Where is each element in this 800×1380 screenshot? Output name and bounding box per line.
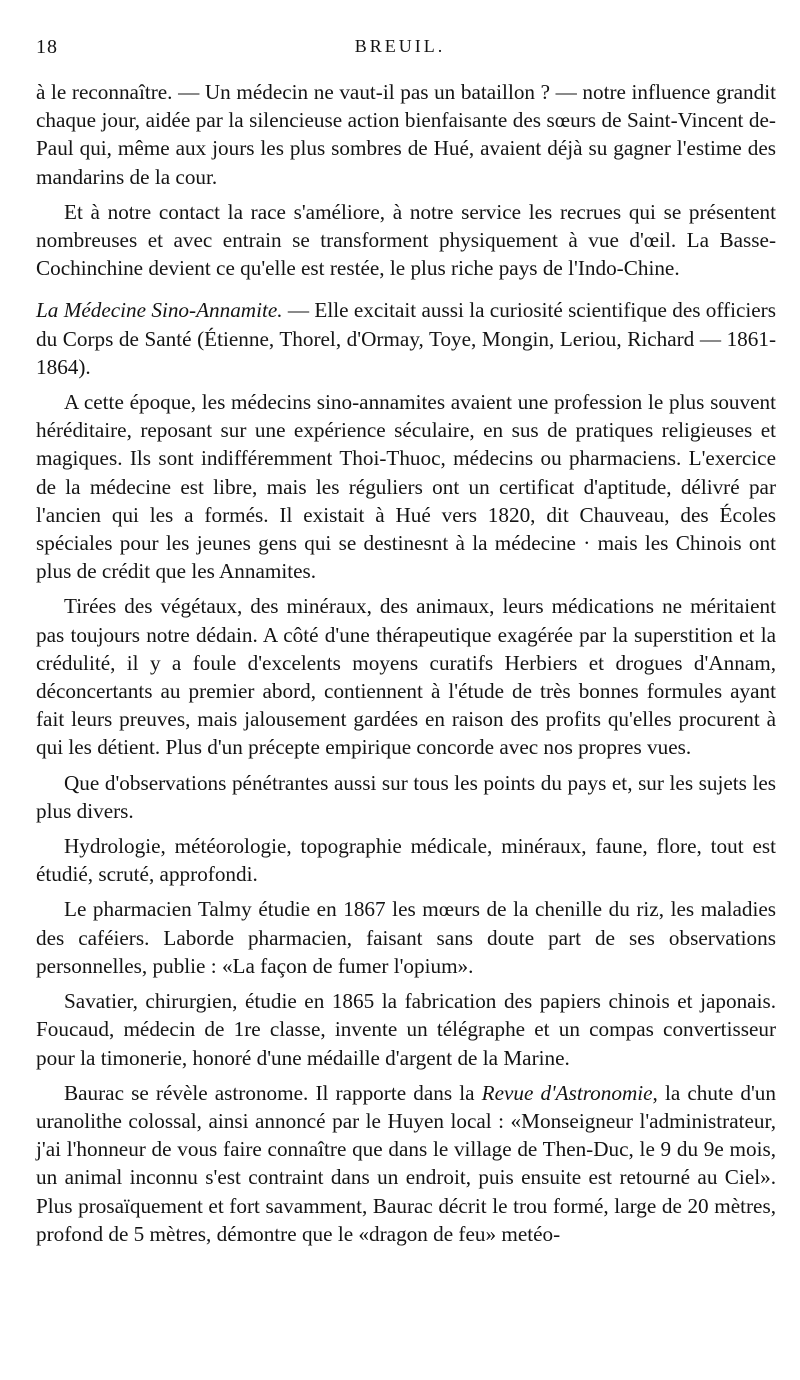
paragraph-text-after: , la chute d'un uranolithe colossal, ainsi annoncé par le Huyen local : «Monseigneur l'administrateur, j'ai l'honneur de vous faire connaître que dans le village de Then-Duc, le 9 du 9e mois, un animal inconnu s'est contraint dans un endroit, puis ensuite est retourné au Ciel». Plus prosaïquement et fort savamment, Baurac décrit le trou formé, large de 20 mètres, profond de 5 mètres, démontre que le «dragon de feu» metéo- (36, 1080, 776, 1246)
paragraph (36, 1079, 776, 1248)
body-text (36, 78, 776, 1255)
running-title: BREUIL. (354, 36, 446, 56)
page-header (36, 36, 764, 66)
section-heading: La Médecine Sino-Annamite. (36, 298, 283, 323)
section-paragraph (36, 296, 776, 381)
journal-title: Revue d'Astronomie (481, 1080, 653, 1105)
paragraph: Hydrologie, météorologie, topographie médicale, minéraux, faune, flore, tout est étudié, scruté, approfondi. (36, 834, 776, 887)
paragraph: A cette époque, les médecins sino-annamites avaient une profession le plus souvent héréditaire, reposant sur une expérience séculaire, en sus de pratiques religieuses et magiques. Ils sont indifféremment Thoi-Thuoc, médecins ou pharmaciens. L'exercice de la médecine est libre, mais les réguliers ont un certificat d'aptitude, délivré par l'ancien qui les a formés. Il existait à Hué vers 1820, dit Chauveau, des Écoles spéciales pour les jeunes gens qui se destinesnt à la médecine · mais les Chinois ont plus de crédit que les Annamites. (36, 390, 776, 584)
paragraph: Tirées des végétaux, des minéraux, des animaux, leurs médications ne méritaient pas toujours notre dédain. A côté d'une thérapeutique exagérée par la superstition et la crédulité, il y a foule d'excelents moyens curatifs Herbiers et drogues d'Annam, déconcertants au premier abord, contiennent à l'étude de très bonnes formules ayant fait leurs preuves, mais jalousement gardées en raison des profits qu'elles procurent à qui les détient. Plus d'un précepte empirique concorde avec nos propres vues. (36, 594, 776, 760)
section-text: — Elle excitait aussi la curiosité scientifique des officiers du Corps de Santé (Étienne, Thorel, d'Ormay, Toye, Mongin, Leriou, Richard — 1861-1864). (36, 298, 776, 379)
paragraph: Que d'observations pénétrantes aussi sur tous les points du pays et, sur les sujets les plus divers. (36, 770, 776, 823)
page-number: 18 (36, 36, 58, 58)
paragraph: Le pharmacien Talmy étudie en 1867 les mœurs de la chenille du riz, les maladies des caféiers. Laborde pharmacien, faisant sans doute part de ses observations personnelles, publie : «La façon de fumer l'opium». (36, 897, 776, 978)
paragraph-text-before: Baurac se révèle astronome. Il rapporte dans la (64, 1080, 482, 1105)
paragraph: à le reconnaître. — Un médecin ne vaut-il pas un bataillon ? — notre influence grandit chaque jour, aidée par la silencieuse action bienfaisante des sœurs de Saint-Vincent de-Paul qui, même aux jours les plus sombres de Hué, avaient déjà su gagner l'estime des mandarins de la cour. (36, 80, 776, 189)
paragraph: Et à notre contact la race s'améliore, à notre service les recrues qui se présentent nombreuses et avec entrain se transforment physiquement à vue d'œil. La Basse-Cochinchine devient ce qu'elle est restée, le plus riche pays de l'Indo-Chine. (36, 199, 776, 281)
paragraph: Savatier, chirurgien, étudie en 1865 la fabrication des papiers chinois et japonais. Foucaud, médecin de 1re classe, invente un télégraphe et un compas convertisseur pour la timonerie, honoré d'une médaille d'argent de la Marine. (36, 989, 776, 1070)
